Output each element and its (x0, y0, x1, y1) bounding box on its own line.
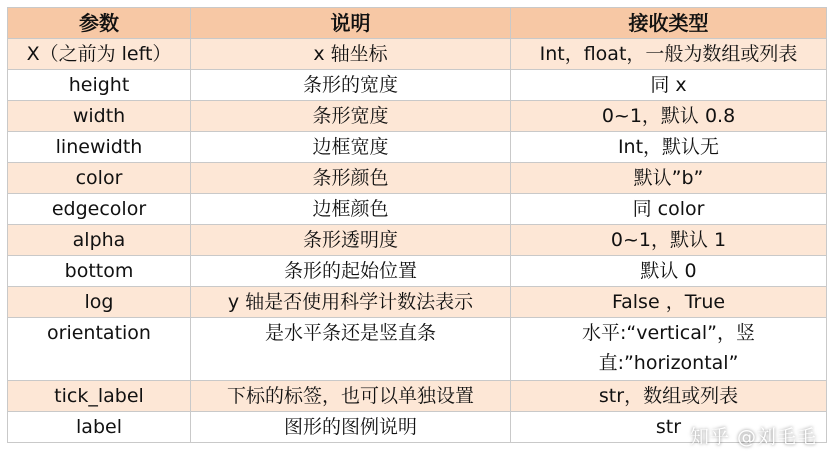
param-name: bottom (8, 256, 191, 287)
param-description: 图形的图例说明 (191, 412, 511, 443)
param-name: height (8, 70, 191, 101)
watermark: 知乎 @刘毛毛 (689, 426, 817, 448)
param-name: linewidth (8, 132, 191, 163)
param-description: 条形的起始位置 (191, 256, 511, 287)
param-description: 条形颜色 (191, 163, 511, 194)
param-name: color (8, 163, 191, 194)
table-row (8, 256, 827, 287)
param-description: x 轴坐标 (191, 39, 511, 70)
param-name: label (8, 412, 191, 443)
param-description: 条形的宽度 (191, 70, 511, 101)
param-description: 下标的标签，也可以单独设置 (191, 381, 511, 412)
table-row (8, 318, 827, 381)
param-type: False ，True (511, 287, 827, 318)
parameter-table (7, 7, 827, 443)
param-type: 同 x (511, 70, 827, 101)
param-type: 0~1，默认 1 (511, 225, 827, 256)
table-row (8, 163, 827, 194)
param-name: X（之前为 left） (8, 39, 191, 70)
param-description: 边框颜色 (191, 194, 511, 225)
table-row (8, 132, 827, 163)
param-description: 是水平条还是竖直条 (191, 318, 511, 381)
param-name: edgecolor (8, 194, 191, 225)
table-row (8, 194, 827, 225)
param-type: str (511, 412, 827, 443)
table-row (8, 39, 827, 70)
param-description: y 轴是否使用科学计数法表示 (191, 287, 511, 318)
param-description: 边框宽度 (191, 132, 511, 163)
table-row (8, 70, 827, 101)
param-type: 同 color (511, 194, 827, 225)
header-parameter: 参数 (8, 8, 191, 39)
param-name: log (8, 287, 191, 318)
param-description: 条形透明度 (191, 225, 511, 256)
param-type: 0~1，默认 0.8 (511, 101, 827, 132)
param-type: 默认 0 (511, 256, 827, 287)
header-type: 接收类型 (511, 8, 827, 39)
param-type: Int，float，一般为数组或列表 (511, 39, 827, 70)
param-type: 水平:“vertical”，竖直:”horizontal” (511, 318, 827, 381)
header-row (8, 8, 827, 39)
table-row (8, 101, 827, 132)
table-row (8, 287, 827, 318)
table-row (8, 381, 827, 412)
param-description: 条形宽度 (191, 101, 511, 132)
param-name: alpha (8, 225, 191, 256)
param-type: str，数组或列表 (511, 381, 827, 412)
param-name: tick_label (8, 381, 191, 412)
param-type: Int，默认无 (511, 132, 827, 163)
header-description: 说明 (191, 8, 511, 39)
param-name: width (8, 101, 191, 132)
table-row (8, 225, 827, 256)
param-name: orientation (8, 318, 191, 381)
param-type: 默认”b” (511, 163, 827, 194)
